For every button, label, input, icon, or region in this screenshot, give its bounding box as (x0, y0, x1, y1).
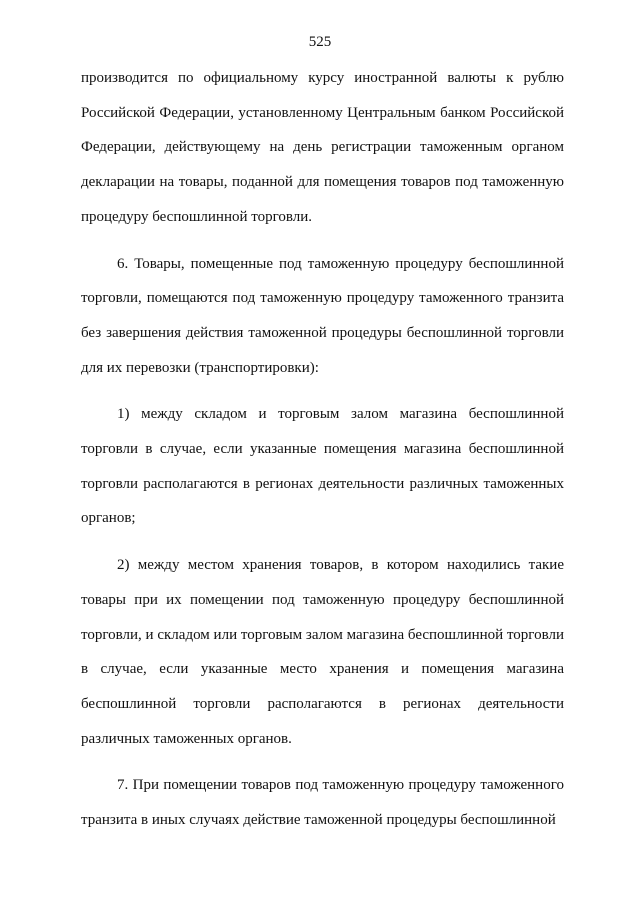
document-body (81, 61, 564, 838)
page-number: 525 (308, 34, 332, 50)
paragraph-item-6: 6. Товары, помещенные под таможенную процедуру беспошлинной торговли, помещаются под таможенную процедуру таможенного транзита без завершения действия таможенной процедуры беспошлинной торговли для их перевозки (транспортировки): (81, 255, 564, 376)
paragraph-subitem-1: 1) между складом и торговым залом магазина беспошлинной торговли в случае, если указанные помещения магазина беспошлинной торговли располагаются в регионах деятельности различных таможенных органов; (81, 406, 564, 527)
paragraph-subitem-2: 2) между местом хранения товаров, в котором находились такие товары при их помещении под таможенную процедуру беспошлинной торговли, и складом или торговым залом магазина беспошлинной торговли в случае, если указанные место хранения и помещения магазина беспошлинной торговли располагаются в регионах деятельности различных таможенных органов. (81, 557, 564, 747)
paragraph-continuation: производится по официальному курсу иностранной валюты к рублю Российской Федерации, установленному Центральным банком Российской Федерации, действующему на день регистрации таможенным органом декларации на товары, поданной для помещения товаров под таможенную процедуру беспошлинной торговли. (81, 70, 564, 225)
paragraph-item-7: 7. При помещении товаров под таможенную процедуру таможенного транзита в иных случаях действие таможенной процедуры беспошлинной (81, 777, 564, 829)
